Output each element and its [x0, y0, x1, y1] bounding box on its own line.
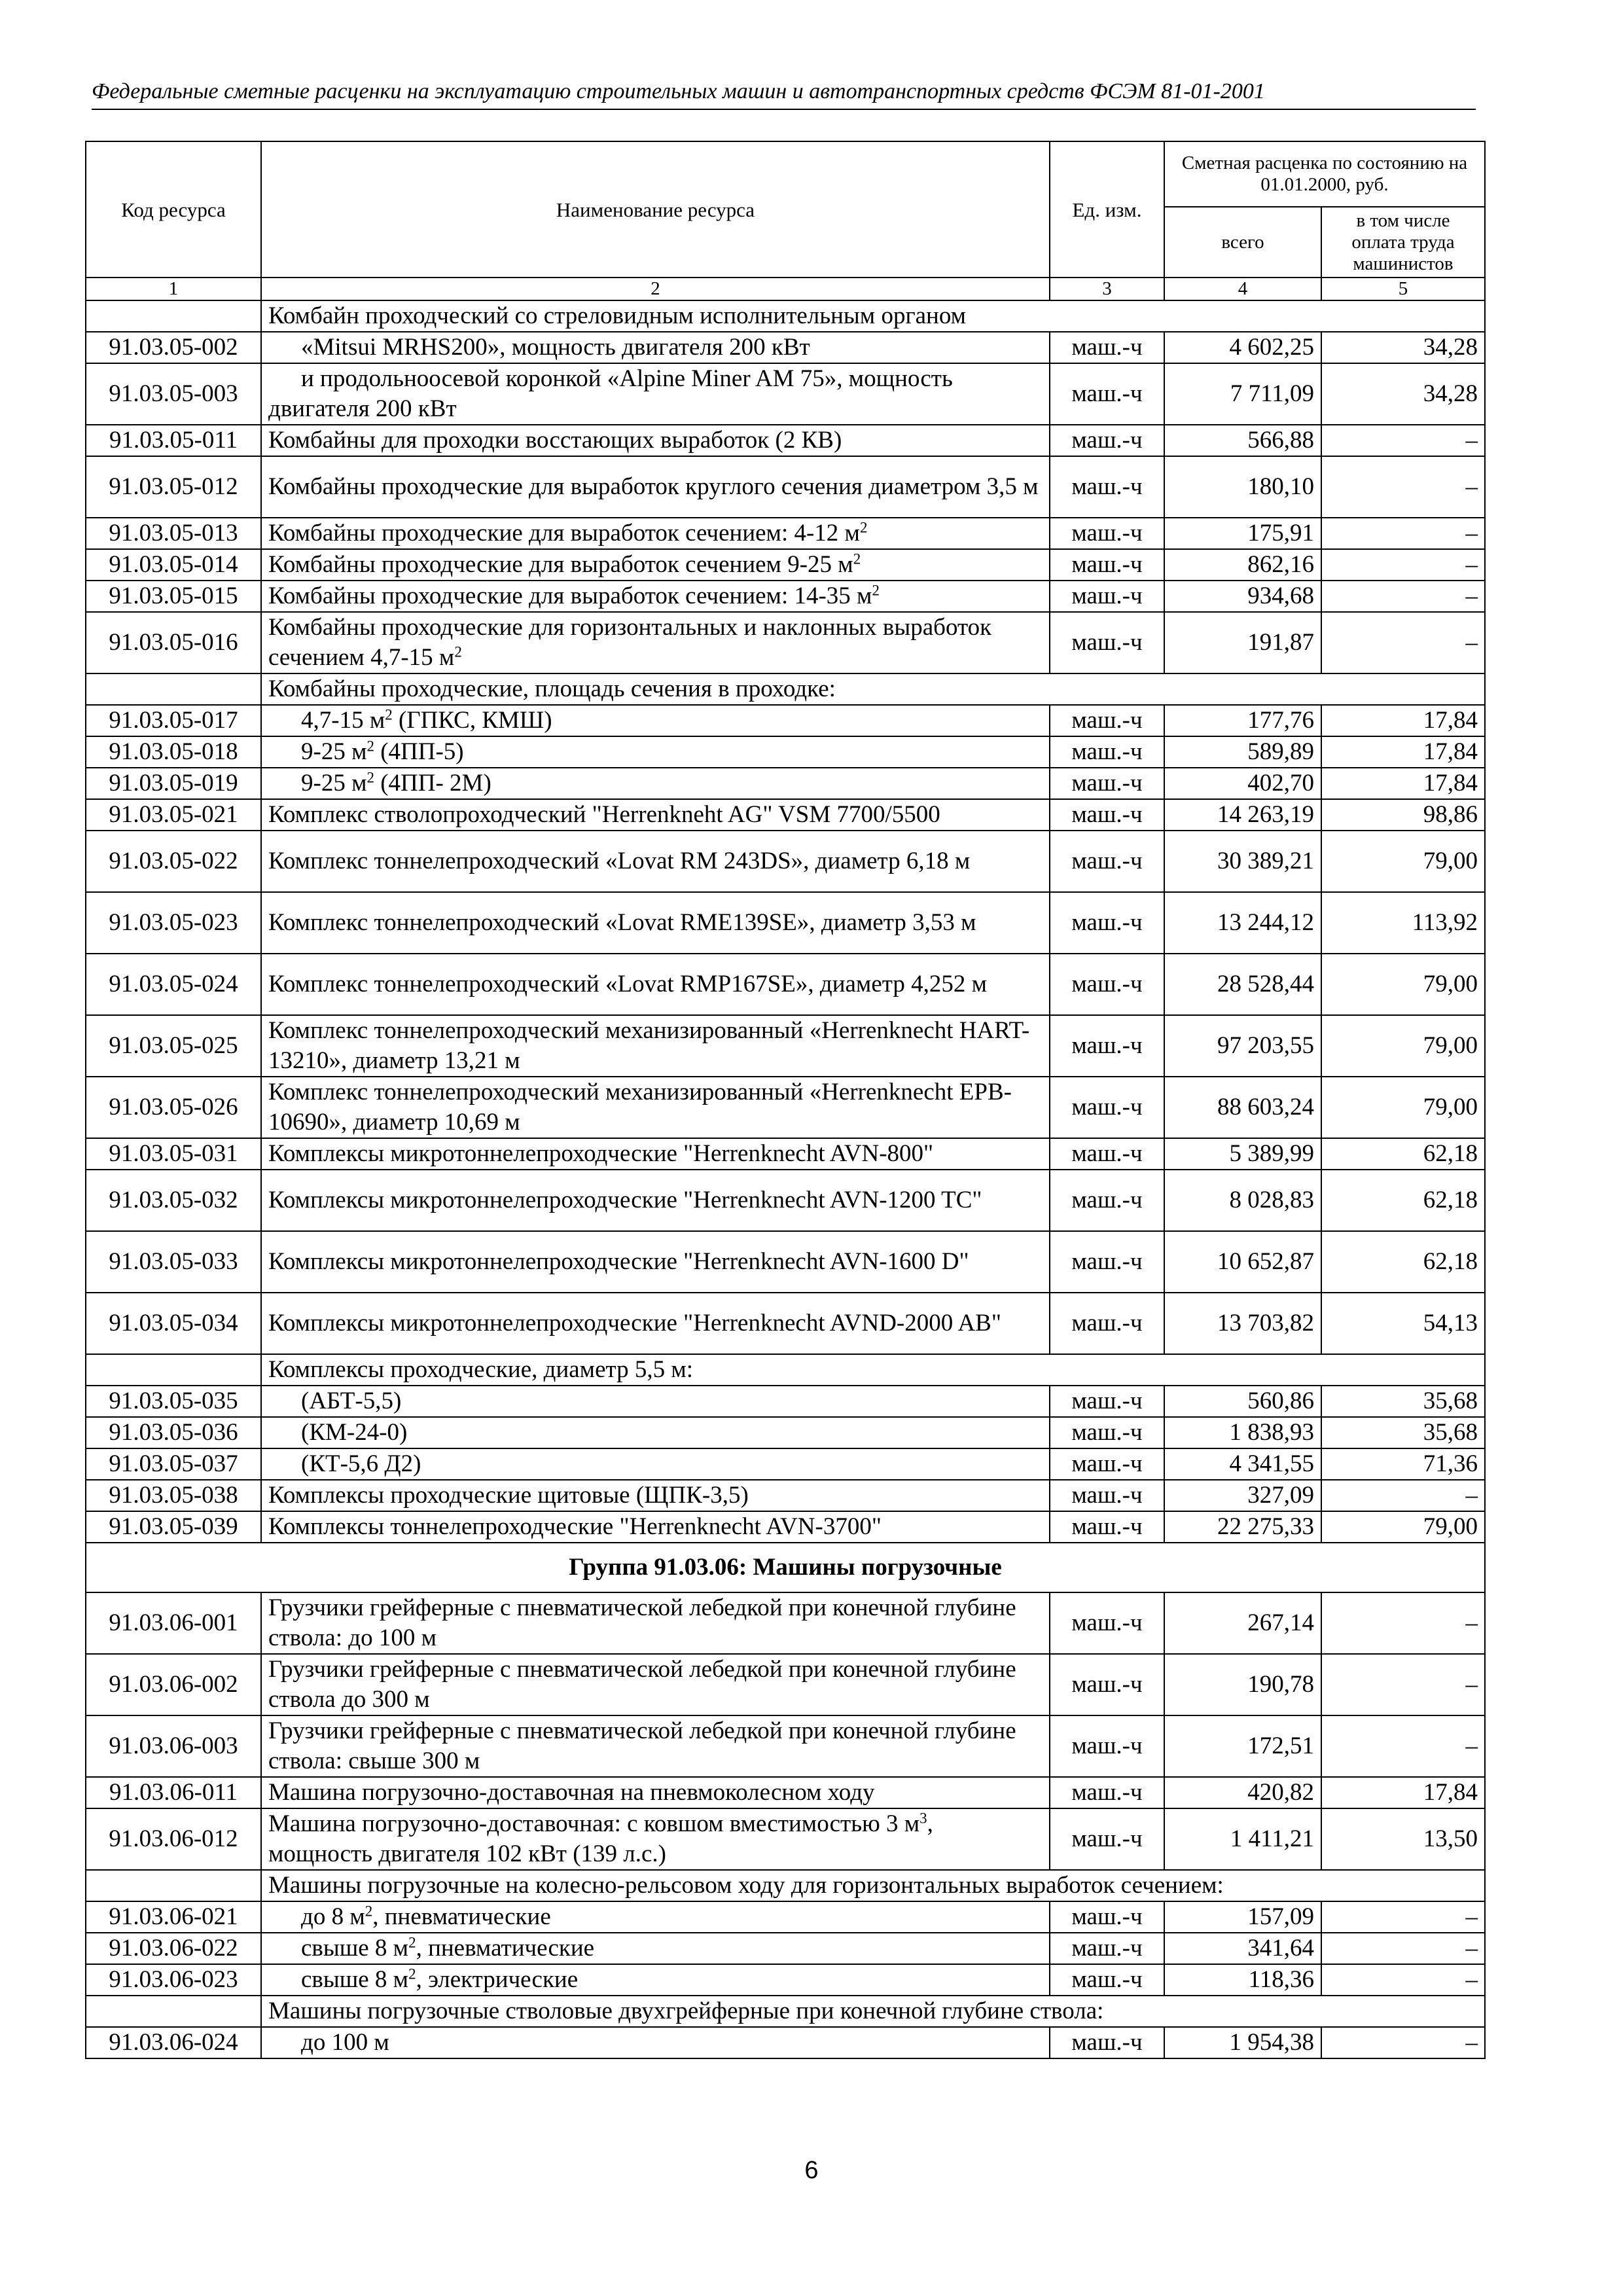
- resource-name: [261, 1138, 1050, 1170]
- unit-exponent: 2: [454, 643, 462, 660]
- resource-name-text: (АБТ-5,5): [301, 1388, 402, 1414]
- unit-of-measure: маш.-ч: [1050, 363, 1164, 425]
- price-labor: –: [1321, 1592, 1485, 1654]
- subheading-text: Комплексы проходческие, диаметр 5,5 м:: [261, 1354, 1485, 1386]
- resource-code: 91.03.06-003: [86, 1715, 261, 1777]
- resource-name: [261, 1964, 1050, 1996]
- price-labor: 17,84: [1321, 1777, 1485, 1808]
- empty-code-cell: [86, 1870, 261, 1901]
- unit-of-measure: маш.-ч: [1050, 1231, 1164, 1293]
- table-row: [86, 518, 1485, 549]
- table-row: [86, 1386, 1485, 1417]
- table-row: [86, 736, 1485, 768]
- resource-code: 91.03.05-034: [86, 1293, 261, 1354]
- unit-of-measure: маш.-ч: [1050, 705, 1164, 736]
- unit-of-measure: маш.-ч: [1050, 1015, 1164, 1077]
- table-row: [86, 705, 1485, 736]
- unit-of-measure: маш.-ч: [1050, 1417, 1164, 1448]
- resource-name-text: Комплексы микротоннелепроходческие "Herrenknecht AVN-800": [268, 1140, 934, 1167]
- resource-name-text: Комплексы микротоннелепроходческие "Herrenknecht AVND-2000 AB": [268, 1310, 1001, 1336]
- subheading-row: [86, 673, 1485, 705]
- price-labor: 79,00: [1321, 1511, 1485, 1543]
- price-labor: 54,13: [1321, 1293, 1485, 1354]
- resource-code: 91.03.05-013: [86, 518, 261, 549]
- resource-name-text: , электрические: [416, 1966, 579, 1993]
- unit-of-measure: маш.-ч: [1050, 1715, 1164, 1777]
- unit-exponent: 2: [408, 1965, 416, 1982]
- resource-name-text: Комплекс тоннелепроходческий механизированный «Herrenknecht HART-13210», диаметр 13,21 м: [268, 1017, 1030, 1074]
- empty-code-cell: [86, 1996, 261, 2027]
- resource-name-text: и продольноосевой коронкой «Alpine Miner AM 75», мощность двигателя 200 кВт: [268, 365, 953, 422]
- unit-of-measure: маш.-ч: [1050, 1592, 1164, 1654]
- table-row: [86, 2027, 1485, 2058]
- empty-code-cell: [86, 673, 261, 705]
- unit-of-measure: маш.-ч: [1050, 1480, 1164, 1511]
- price-total: 327,09: [1164, 1480, 1321, 1511]
- price-total: 13 244,12: [1164, 892, 1321, 954]
- resource-name-text: свыше 8 м: [301, 1935, 409, 1962]
- price-total: 157,09: [1164, 1901, 1321, 1933]
- column-number: 3: [1050, 278, 1164, 300]
- table-row: [86, 1077, 1485, 1138]
- resource-name-text: свыше 8 м: [301, 1966, 409, 1993]
- unit-of-measure: маш.-ч: [1050, 1170, 1164, 1231]
- price-labor: 79,00: [1321, 1077, 1485, 1138]
- table-row: [86, 332, 1485, 363]
- table-body: [86, 300, 1485, 2058]
- unit-of-measure: маш.-ч: [1050, 581, 1164, 612]
- unit-exponent: 2: [872, 582, 880, 599]
- price-total: 190,78: [1164, 1654, 1321, 1715]
- table-row: [86, 1231, 1485, 1293]
- resource-name-text: , пневматические: [372, 1903, 551, 1930]
- price-labor: 13,50: [1321, 1808, 1485, 1870]
- unit-exponent: 2: [859, 519, 868, 536]
- resource-code: 91.03.06-012: [86, 1808, 261, 1870]
- price-labor: –: [1321, 1964, 1485, 1996]
- table-row: [86, 1293, 1485, 1354]
- header-total: всего: [1164, 207, 1321, 278]
- resource-name: [261, 799, 1050, 831]
- price-labor: 35,68: [1321, 1417, 1485, 1448]
- resource-name: [261, 1417, 1050, 1448]
- resource-name: [261, 1015, 1050, 1077]
- price-labor: 17,84: [1321, 768, 1485, 799]
- resource-price-table: [85, 141, 1486, 2059]
- resource-name-text: Машина погрузочно-доставочная на пневмоколесном ходу: [268, 1779, 875, 1806]
- unit-of-measure: маш.-ч: [1050, 892, 1164, 954]
- resource-code: 91.03.05-019: [86, 768, 261, 799]
- resource-name-text: (ГПКС, КМШ): [392, 707, 552, 734]
- price-total: 14 263,19: [1164, 799, 1321, 831]
- unit-of-measure: маш.-ч: [1050, 518, 1164, 549]
- unit-exponent: 2: [385, 706, 393, 723]
- table-row: [86, 1448, 1485, 1480]
- table-row: [86, 1777, 1485, 1808]
- price-total: 1 838,93: [1164, 1417, 1321, 1448]
- resource-name-text: Комплексы проходческие щитовые (ЩПК-3,5): [268, 1482, 749, 1509]
- price-labor: –: [1321, 425, 1485, 456]
- unit-exponent: 2: [366, 769, 374, 786]
- table-row: [86, 954, 1485, 1015]
- unit-of-measure: маш.-ч: [1050, 2027, 1164, 2058]
- price-total: 13 703,82: [1164, 1293, 1321, 1354]
- subheading-text: Комбайны проходческие, площадь сечения в проходке:: [261, 673, 1485, 705]
- table-row: [86, 1592, 1485, 1654]
- price-labor: –: [1321, 1480, 1485, 1511]
- resource-name: [261, 425, 1050, 456]
- price-labor: –: [1321, 1901, 1485, 1933]
- price-total: 341,64: [1164, 1933, 1321, 1964]
- price-total: 420,82: [1164, 1777, 1321, 1808]
- unit-of-measure: маш.-ч: [1050, 1511, 1164, 1543]
- header-unit: Ед. изм.: [1050, 141, 1164, 278]
- table-row: [86, 581, 1485, 612]
- resource-name-text: 9-25 м: [301, 738, 367, 765]
- table-row: [86, 768, 1485, 799]
- resource-code: 91.03.06-023: [86, 1964, 261, 1996]
- price-labor: 62,18: [1321, 1170, 1485, 1231]
- price-labor: 34,28: [1321, 332, 1485, 363]
- resource-code: 91.03.05-018: [86, 736, 261, 768]
- table-row: [86, 1511, 1485, 1543]
- resource-name: [261, 1386, 1050, 1417]
- resource-name: [261, 1777, 1050, 1808]
- table-row: [86, 425, 1485, 456]
- resource-code: 91.03.05-035: [86, 1386, 261, 1417]
- price-total: 30 389,21: [1164, 831, 1321, 892]
- resource-name: [261, 705, 1050, 736]
- resource-name: [261, 518, 1050, 549]
- resource-name: [261, 1170, 1050, 1231]
- unit-exponent: 2: [853, 550, 861, 567]
- table-row: [86, 1901, 1485, 1933]
- resource-code: 91.03.06-021: [86, 1901, 261, 1933]
- resource-name: [261, 1715, 1050, 1777]
- price-total: 22 275,33: [1164, 1511, 1321, 1543]
- unit-of-measure: маш.-ч: [1050, 1077, 1164, 1138]
- price-labor: 62,18: [1321, 1231, 1485, 1293]
- resource-name-text: Комплексы микротоннелепроходческие "Herrenknecht AVN-1200 TC": [268, 1187, 982, 1213]
- price-labor: 71,36: [1321, 1448, 1485, 1480]
- price-total: 118,36: [1164, 1964, 1321, 1996]
- table-row: [86, 1715, 1485, 1777]
- resource-name: [261, 612, 1050, 673]
- price-total: 1 411,21: [1164, 1808, 1321, 1870]
- price-total: 177,76: [1164, 705, 1321, 736]
- resource-name-text: Комбайны проходческие для выработок сечением 9-25 м: [268, 551, 853, 578]
- resource-name-text: (4ПП- 2М): [374, 770, 491, 797]
- unit-exponent: 2: [408, 1934, 416, 1951]
- price-labor: –: [1321, 1715, 1485, 1777]
- resource-name: [261, 581, 1050, 612]
- column-number: 5: [1321, 278, 1485, 300]
- price-total: 97 203,55: [1164, 1015, 1321, 1077]
- resource-code: 91.03.06-011: [86, 1777, 261, 1808]
- unit-of-measure: маш.-ч: [1050, 332, 1164, 363]
- empty-code-cell: [86, 300, 261, 332]
- price-labor: –: [1321, 1933, 1485, 1964]
- resource-name: [261, 1933, 1050, 1964]
- resource-name-text: до 100 м: [301, 2029, 389, 2056]
- resource-name-text: Грузчики грейферные с пневматической лебедкой при конечной глубине ствола до 300 м: [268, 1656, 1016, 1713]
- resource-name-text: Комплекс тоннелепроходческий «Lovat RME139SE», диаметр 3,53 м: [268, 909, 976, 936]
- resource-code: 91.03.05-026: [86, 1077, 261, 1138]
- resource-name-text: Комбайны проходческие для выработок круглого сечения диаметром 3,5 м: [268, 473, 1039, 500]
- price-total: 402,70: [1164, 768, 1321, 799]
- table-row: [86, 831, 1485, 892]
- price-labor: 17,84: [1321, 736, 1485, 768]
- resource-code: 91.03.05-011: [86, 425, 261, 456]
- resource-name: [261, 892, 1050, 954]
- resource-name-text: , пневматические: [416, 1935, 595, 1962]
- unit-of-measure: маш.-ч: [1050, 954, 1164, 1015]
- subheading-row: [86, 1870, 1485, 1901]
- unit-of-measure: маш.-ч: [1050, 1654, 1164, 1715]
- subheading-row: [86, 1354, 1485, 1386]
- unit-of-measure: маш.-ч: [1050, 1293, 1164, 1354]
- resource-name: [261, 1592, 1050, 1654]
- resource-name-text: Комбайны проходческие для выработок сечением: 4-12 м: [268, 520, 860, 547]
- resource-name-text: (КМ-24-0): [301, 1419, 408, 1446]
- resource-code: 91.03.05-014: [86, 549, 261, 581]
- table-row: [86, 1933, 1485, 1964]
- resource-name-text: Комплекс тоннелепроходческий механизированный «Herrenknecht EPB-10690», диаметр 10,69 м: [268, 1079, 1012, 1136]
- subheading-text: Машины погрузочные стволовые двухгрейферные при конечной глубине ствола:: [261, 1996, 1485, 2027]
- price-labor: 79,00: [1321, 831, 1485, 892]
- running-header: Федеральные сметные расценки на эксплуатацию строительных машин и автотранспортных средств ФСЭМ 81-01-2001: [92, 79, 1476, 110]
- table-row: [86, 1417, 1485, 1448]
- price-total: 4 602,25: [1164, 332, 1321, 363]
- unit-of-measure: маш.-ч: [1050, 1386, 1164, 1417]
- table-row: [86, 1170, 1485, 1231]
- resource-name: [261, 456, 1050, 518]
- resource-name: [261, 1901, 1050, 1933]
- resource-name: [261, 1480, 1050, 1511]
- subheading-text: Машины погрузочные на колесно-рельсовом ходу для горизонтальных выработок сечением:: [261, 1870, 1485, 1901]
- resource-name-text: Комплексы микротоннелепроходческие "Herrenknecht AVN-1600 D": [268, 1248, 969, 1275]
- resource-name-text: Грузчики грейферные с пневматической лебедкой при конечной глубине ствола: до 100 м: [268, 1594, 1016, 1651]
- header-name: Наименование ресурса: [261, 141, 1050, 278]
- resource-code: 91.03.05-024: [86, 954, 261, 1015]
- resource-name: [261, 954, 1050, 1015]
- price-total: 10 652,87: [1164, 1231, 1321, 1293]
- resource-code: 91.03.06-002: [86, 1654, 261, 1715]
- price-total: 175,91: [1164, 518, 1321, 549]
- resource-name-text: Комплекс тоннелепроходческий «Lovat RMP167SE», диаметр 4,252 м: [268, 971, 988, 997]
- price-labor: –: [1321, 549, 1485, 581]
- unit-of-measure: маш.-ч: [1050, 425, 1164, 456]
- resource-code: 91.03.05-038: [86, 1480, 261, 1511]
- resource-code: 91.03.05-016: [86, 612, 261, 673]
- header-labor: в том числе оплата труда машинистов: [1321, 207, 1485, 278]
- resource-name-text: (КТ-5,6 Д2): [301, 1450, 421, 1477]
- resource-code: 91.03.05-022: [86, 831, 261, 892]
- resource-code: 91.03.05-033: [86, 1231, 261, 1293]
- resource-code: 91.03.05-031: [86, 1138, 261, 1170]
- resource-name-text: Комбайны проходческие для выработок сечением: 14-35 м: [268, 583, 872, 609]
- resource-code: 91.03.06-024: [86, 2027, 261, 2058]
- unit-of-measure: маш.-ч: [1050, 1901, 1164, 1933]
- group-heading-row: [86, 1543, 1485, 1592]
- price-labor: 62,18: [1321, 1138, 1485, 1170]
- resource-name-text: Машина погрузочно-доставочная: с ковшом вместимостью 3 м: [268, 1810, 920, 1837]
- resource-name: [261, 768, 1050, 799]
- price-labor: 79,00: [1321, 954, 1485, 1015]
- header-code: Код ресурса: [86, 141, 261, 278]
- unit-of-measure: маш.-ч: [1050, 831, 1164, 892]
- table-row: [86, 1480, 1485, 1511]
- subheading-row: [86, 1996, 1485, 2027]
- unit-of-measure: маш.-ч: [1050, 1448, 1164, 1480]
- price-labor: 34,28: [1321, 363, 1485, 425]
- subheading-row: [86, 300, 1485, 332]
- unit-of-measure: маш.-ч: [1050, 1964, 1164, 1996]
- resource-code: 91.03.05-037: [86, 1448, 261, 1480]
- column-number: 4: [1164, 278, 1321, 300]
- unit-exponent: 2: [366, 738, 374, 755]
- price-total: 267,14: [1164, 1592, 1321, 1654]
- price-total: 560,86: [1164, 1386, 1321, 1417]
- resource-code: 91.03.05-021: [86, 799, 261, 831]
- resource-name: [261, 1511, 1050, 1543]
- header-price: Сметная расценка по состоянию на 01.01.2000, руб.: [1164, 141, 1485, 207]
- resource-name: [261, 1654, 1050, 1715]
- resource-name: [261, 736, 1050, 768]
- price-total: 88 603,24: [1164, 1077, 1321, 1138]
- resource-name-text: «Mitsui MRHS200», мощность двигателя 200 кВт: [301, 334, 810, 361]
- table-row: [86, 1964, 1485, 1996]
- table-row: [86, 1138, 1485, 1170]
- empty-code-cell: [86, 1354, 261, 1386]
- resource-code: 91.03.05-012: [86, 456, 261, 518]
- price-total: 862,16: [1164, 549, 1321, 581]
- table-row: [86, 1808, 1485, 1870]
- group-title: Группа 91.03.06: Машины погрузочные: [86, 1543, 1485, 1592]
- resource-name: [261, 1808, 1050, 1870]
- resource-name: [261, 549, 1050, 581]
- resource-name-text: 9-25 м: [301, 770, 367, 797]
- resource-name-text: (4ПП-5): [374, 738, 464, 765]
- price-total: 8 028,83: [1164, 1170, 1321, 1231]
- resource-code: 91.03.05-002: [86, 332, 261, 363]
- resource-code: 91.03.05-039: [86, 1511, 261, 1543]
- resource-name-text: 4,7-15 м: [301, 707, 385, 734]
- unit-exponent: 3: [919, 1810, 927, 1827]
- resource-name: [261, 831, 1050, 892]
- resource-code: 91.03.05-032: [86, 1170, 261, 1231]
- resource-name: [261, 1077, 1050, 1138]
- unit-of-measure: маш.-ч: [1050, 736, 1164, 768]
- resource-name-text: Комбайны для проходки восстающих выработок (2 КВ): [268, 427, 842, 454]
- table-row: [86, 456, 1485, 518]
- price-labor: 17,84: [1321, 705, 1485, 736]
- column-number: 1: [86, 278, 261, 300]
- resource-name-text: Комплексы тоннелепроходческие "Herrenknecht AVN-3700": [268, 1513, 882, 1540]
- resource-name-text: до 8 м: [301, 1903, 365, 1930]
- table-row: [86, 1654, 1485, 1715]
- table-row: [86, 549, 1485, 581]
- price-labor: 98,86: [1321, 799, 1485, 831]
- unit-of-measure: маш.-ч: [1050, 1138, 1164, 1170]
- table-row: [86, 892, 1485, 954]
- unit-of-measure: маш.-ч: [1050, 799, 1164, 831]
- price-labor: –: [1321, 581, 1485, 612]
- unit-exponent: 2: [365, 1903, 373, 1920]
- resource-name-text: Комплекс тоннелепроходческий «Lovat RM 243DS», диаметр 6,18 м: [268, 848, 971, 874]
- resource-name: [261, 363, 1050, 425]
- unit-of-measure: маш.-ч: [1050, 1808, 1164, 1870]
- price-total: 566,88: [1164, 425, 1321, 456]
- price-labor: –: [1321, 2027, 1485, 2058]
- table-row: [86, 1015, 1485, 1077]
- resource-name-text: , мощность двигателя 102 кВт (139 л.с.): [268, 1810, 933, 1867]
- resource-name-text: Комбайны проходческие для горизонтальных и наклонных выработок сечением 4,7-15 м: [268, 614, 992, 671]
- resource-code: 91.03.05-017: [86, 705, 261, 736]
- price-total: 5 389,99: [1164, 1138, 1321, 1170]
- page-number: 6: [804, 2157, 819, 2184]
- resource-code: 91.03.06-001: [86, 1592, 261, 1654]
- resource-code: 91.03.05-003: [86, 363, 261, 425]
- unit-of-measure: маш.-ч: [1050, 1933, 1164, 1964]
- resource-code: 91.03.05-023: [86, 892, 261, 954]
- table-row: [86, 612, 1485, 673]
- resource-name: [261, 332, 1050, 363]
- price-total: 28 528,44: [1164, 954, 1321, 1015]
- price-labor: 35,68: [1321, 1386, 1485, 1417]
- subheading-text: Комбайн проходческий со стреловидным исполнительным органом: [261, 300, 1485, 332]
- resource-name-text: Грузчики грейферные с пневматической лебедкой при конечной глубине ствола: свыше 300 м: [268, 1717, 1016, 1774]
- price-total: 589,89: [1164, 736, 1321, 768]
- unit-of-measure: маш.-ч: [1050, 456, 1164, 518]
- resource-name: [261, 1293, 1050, 1354]
- resource-name: [261, 2027, 1050, 2058]
- price-labor: –: [1321, 1654, 1485, 1715]
- resource-code: 91.03.06-022: [86, 1933, 261, 1964]
- resource-name-text: Комплекс стволопроходческий "Herrenkneht AG" VSM 7700/5500: [268, 801, 940, 828]
- table-header: [86, 141, 1485, 300]
- resource-name: [261, 1231, 1050, 1293]
- unit-of-measure: маш.-ч: [1050, 612, 1164, 673]
- resource-code: 91.03.05-025: [86, 1015, 261, 1077]
- price-labor: –: [1321, 456, 1485, 518]
- price-total: 1 954,38: [1164, 2027, 1321, 2058]
- table-row: [86, 799, 1485, 831]
- price-total: 934,68: [1164, 581, 1321, 612]
- resource-code: 91.03.05-036: [86, 1417, 261, 1448]
- resource-code: 91.03.05-015: [86, 581, 261, 612]
- price-labor: 113,92: [1321, 892, 1485, 954]
- resource-name: [261, 1448, 1050, 1480]
- price-labor: –: [1321, 612, 1485, 673]
- unit-of-measure: маш.-ч: [1050, 768, 1164, 799]
- unit-of-measure: маш.-ч: [1050, 1777, 1164, 1808]
- price-labor: 79,00: [1321, 1015, 1485, 1077]
- price-total: 7 711,09: [1164, 363, 1321, 425]
- price-total: 172,51: [1164, 1715, 1321, 1777]
- price-labor: –: [1321, 518, 1485, 549]
- table-row: [86, 363, 1485, 425]
- unit-of-measure: маш.-ч: [1050, 549, 1164, 581]
- price-total: 4 341,55: [1164, 1448, 1321, 1480]
- price-total: 191,87: [1164, 612, 1321, 673]
- price-total: 180,10: [1164, 456, 1321, 518]
- column-number: 2: [261, 278, 1050, 300]
